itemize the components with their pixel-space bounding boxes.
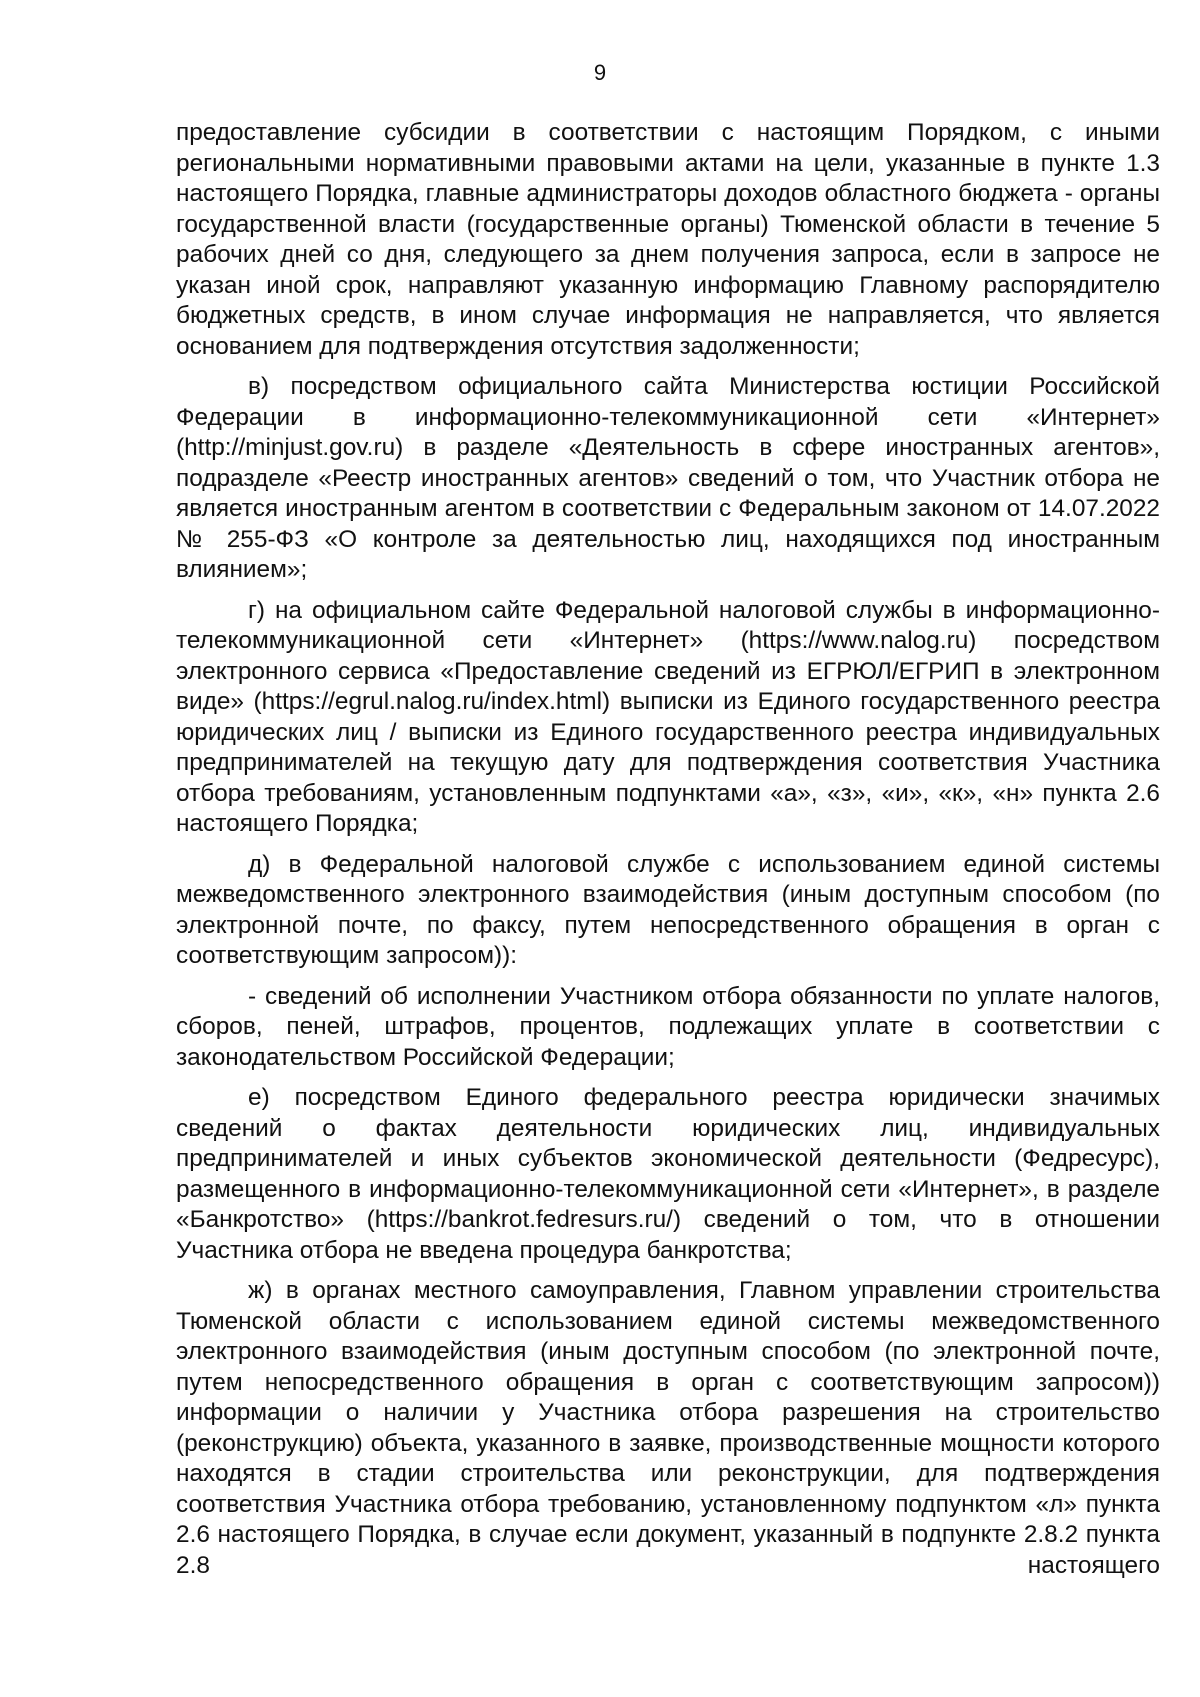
- page-number: 9: [593, 60, 607, 85]
- paragraph-item-d-subitem: - сведений об исполнении Участником отбора обязанности по уплате налогов, сборов, пеней, штрафов, процентов, подлежащих уплате в соответствии с законодательством Российской Федерации;: [176, 982, 1160, 1071]
- document-body: [176, 118, 1160, 1581]
- paragraph-item-g: г) на официальном сайте Федеральной налоговой службы в информационно-телекоммуникационной сети «Интернет» (https://www.nalog.ru) посредством электронного сервиса «Предоставление сведений из ЕГРЮЛ/ЕГРИП в электронном виде» (https://egrul.nalog.ru/index.html) выписки из Единого государственного реестра юридических лиц / выписки из Единого государственного реестра индивидуальных предпринимателей на текущую дату для подтверждения соответствия Участника отбора требованиям, установленным подпунктами «а», «з», «и», «к», «н» пункта 2.6 настоящего Порядка;: [176, 596, 1160, 837]
- paragraph-item-e: е) посредством Единого федерального реестра юридически значимых сведений о фактах деятельности юридических лиц, индивидуальных предпринимателей и иных субъектов экономической деятельности (Федресурс), размещенного в информационно-телекоммуникационной сети «Интернет», в разделе «Банкротство» (https://bankrot.fedresurs.ru/) сведений о том, что в отношении Участника отбора не введена процедура банкротства;: [176, 1084, 1160, 1264]
- paragraph-item-zh: ж) в органах местного самоуправления, Главном управлении строительства Тюменской области с использованием единой системы межведомственного электронного взаимодействия (иным доступным способом (по электронной почте, путем непосредственного обращения в орган с соответствующим запросом)) информации о наличии у Участника отбора разрешения на строительство (реконструкцию) объекта, указанного в заявке, производственные мощности которого находятся в стадии строительства или реконструкции, для подтверждения соответствия Участника отбора требованию, установленному подпунктом «л» пункта 2.6 настоящего Порядка, в случае если документ, указанный в подпункте 2.8.2 пункта 2.8 настоящего: [176, 1277, 1160, 1579]
- paragraph-continuation: предоставление субсидии в соответствии с настоящим Порядком, с иными региональными нормативными правовыми актами на цели, указанные в пункте 1.3 настоящего Порядка, главные администраторы доходов областного бюджета - органы государственной власти (государственные органы) Тюменской области в течение 5 рабочих дней со дня, следующего за днем получения запроса, если в запросе не указан иной срок, направляют указанную информацию Главному распорядителю бюджетных средств, в ином случае информация не направляется, что является основанием для подтверждения отсутствия задолженности;: [176, 119, 1160, 360]
- paragraph-item-v: в) посредством официального сайта Министерства юстиции Российской Федерации в информационно-телекоммуникационной сети «Интернет» (http://minjust.gov.ru) в разделе «Деятельность в сфере иностранных агентов», подразделе «Реестр иностранных агентов» сведений о том, что Участник отбора не является иностранным агентом в соответствии с Федеральным законом от 14.07.2022 № 255-ФЗ «О контроле за деятельностью лиц, находящихся под иностранным влиянием»;: [176, 373, 1160, 583]
- paragraph-item-d: д) в Федеральной налоговой службе с использованием единой системы межведомственного электронного взаимодействия (иным доступным способом (по электронной почте, по факсу, путем непосредственного обращения в орган с соответствующим запросом)):: [176, 850, 1160, 969]
